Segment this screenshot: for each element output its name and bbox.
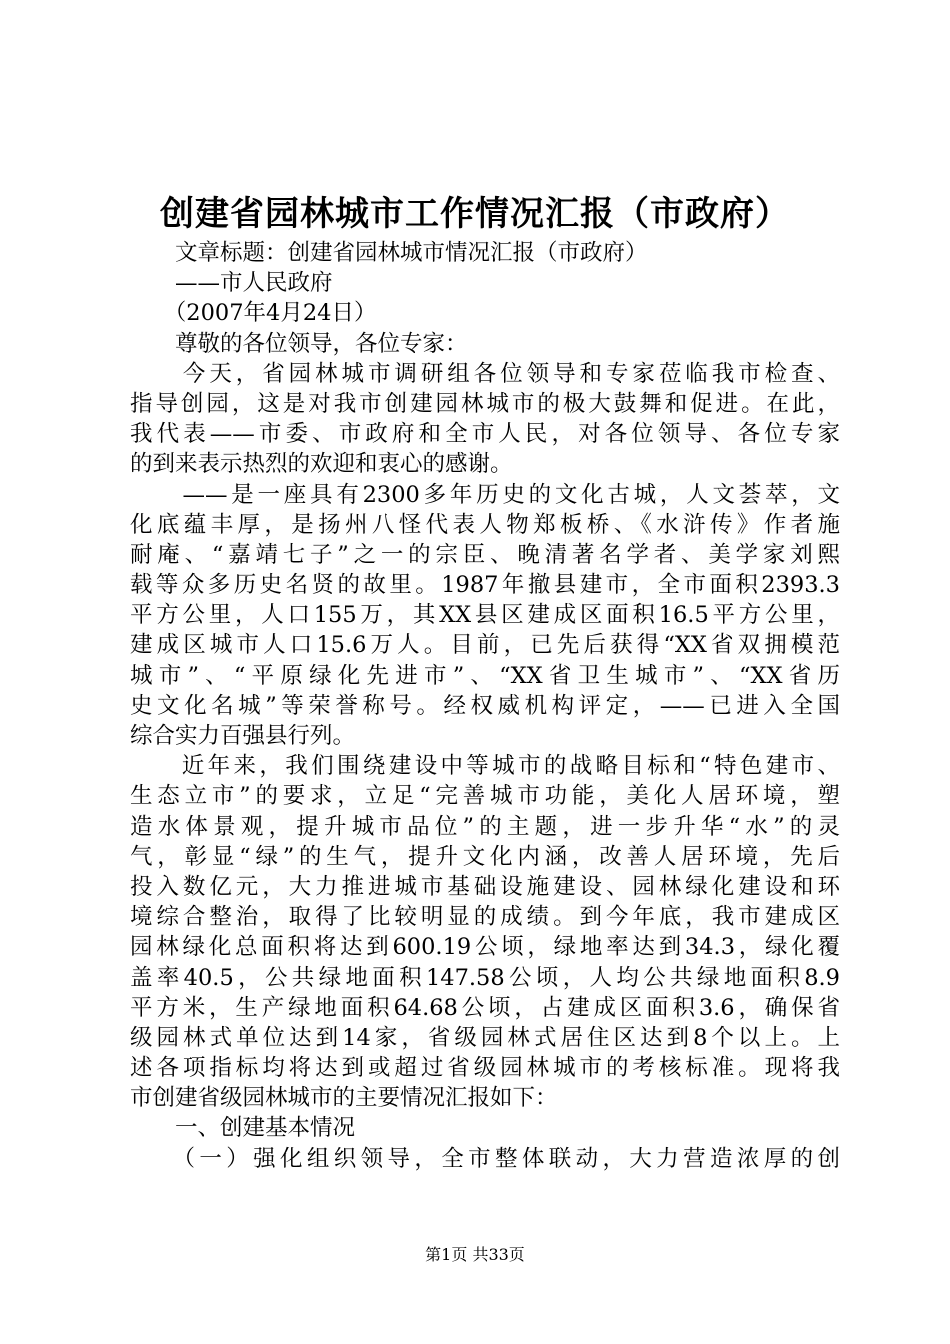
text-line: 平方米，生产绿地面积64.68公顷，占建成区面积3.6，确保省 — [130, 994, 840, 1021]
text-line: ——市人民政府 — [130, 270, 333, 297]
document-body — [130, 238, 840, 1174]
text-line: 级园林式单位达到14家，省级园林式居住区达到8个以上。上 — [130, 1024, 840, 1051]
document-title: 创建省园林城市工作情况汇报（市政府） — [160, 194, 790, 234]
text-line: （一）强化组织领导，全市整体联动，大力营造浓厚的创 — [130, 1145, 840, 1172]
text-line: 境综合整治，取得了比较明显的成绩。到今年底，我市建成区 — [130, 904, 840, 931]
text-line: （2007年4月24日） — [130, 300, 377, 327]
text-line: 文章标题：创建省园林城市情况汇报（市政府） — [130, 240, 648, 266]
text-line: 史文化名城”等荣誉称号。经权威机构评定，——已进入全国 — [130, 692, 840, 719]
text-line: 造水体景观，提升城市品位”的主题，进一步升华“水”的灵 — [130, 813, 840, 840]
text-line: 尊敬的各位领导，各位专家： — [130, 330, 468, 357]
section-heading: 一、创建基本情况 — [130, 1115, 356, 1142]
text-line: 园林绿化总面积将达到600.19公顷，绿地率达到34.3，绿化覆 — [130, 934, 840, 961]
text-line: 平方公里，人口155万，其XX县区建成区面积16.5平方公里， — [130, 602, 840, 629]
text-line: 耐庵、“嘉靖七子”之一的宗臣、晚清著名学者、美学家刘熙 — [130, 541, 840, 568]
text-line: 载等众多历史名贤的故里。1987年撤县建市，全市面积2393.3 — [130, 572, 840, 599]
text-line: 盖率40.5，公共绿地面积147.58公顷，人均公共绿地面积8.9 — [130, 964, 840, 991]
text-line: 化底蕴丰厚，是扬州八怪代表人物郑板桥、《水浒传》作者施 — [130, 511, 840, 538]
text-line: 城市”、“平原绿化先进市”、“XX省卫生城市”、“XX省历 — [130, 662, 840, 689]
text-line: 建成区城市人口15.6万人。目前，已先后获得“XX省双拥模范 — [130, 632, 840, 659]
text-line: 指导创园，这是对我市创建园林城市的极大鼓舞和促进。在此， — [130, 390, 840, 417]
text-line: ——是一座具有2300多年历史的文化古城，人文荟萃，文 — [130, 481, 840, 508]
text-line: 近年来，我们围绕建设中等城市的战略目标和“特色建市、 — [130, 753, 840, 780]
text-line: 市创建省级园林城市的主要情况汇报如下： — [130, 1085, 558, 1112]
text-line: 投入数亿元，大力推进城市基础设施建设、园林绿化建设和环 — [130, 873, 840, 900]
text-line: 今天，省园林城市调研组各位领导和专家莅临我市检查、 — [130, 360, 840, 387]
text-line: 综合实力百强县行列。 — [130, 723, 356, 749]
text-line: 生态立市”的要求，立足“完善城市功能，美化人居环境，塑 — [130, 783, 840, 810]
text-line: 的到来表示热烈的欢迎和衷心的感谢。 — [130, 451, 513, 478]
text-line: 气，彰显“绿”的生气，提升文化内涵，改善人居环境，先后 — [130, 843, 840, 870]
text-line: 我代表——市委、市政府和全市人民，对各位领导、各位专家 — [130, 421, 840, 448]
text-line: 述各项指标均将达到或超过省级园林城市的考核标准。现将我 — [130, 1055, 840, 1082]
page-footer: 第1页 共33页 — [425, 1245, 525, 1264]
